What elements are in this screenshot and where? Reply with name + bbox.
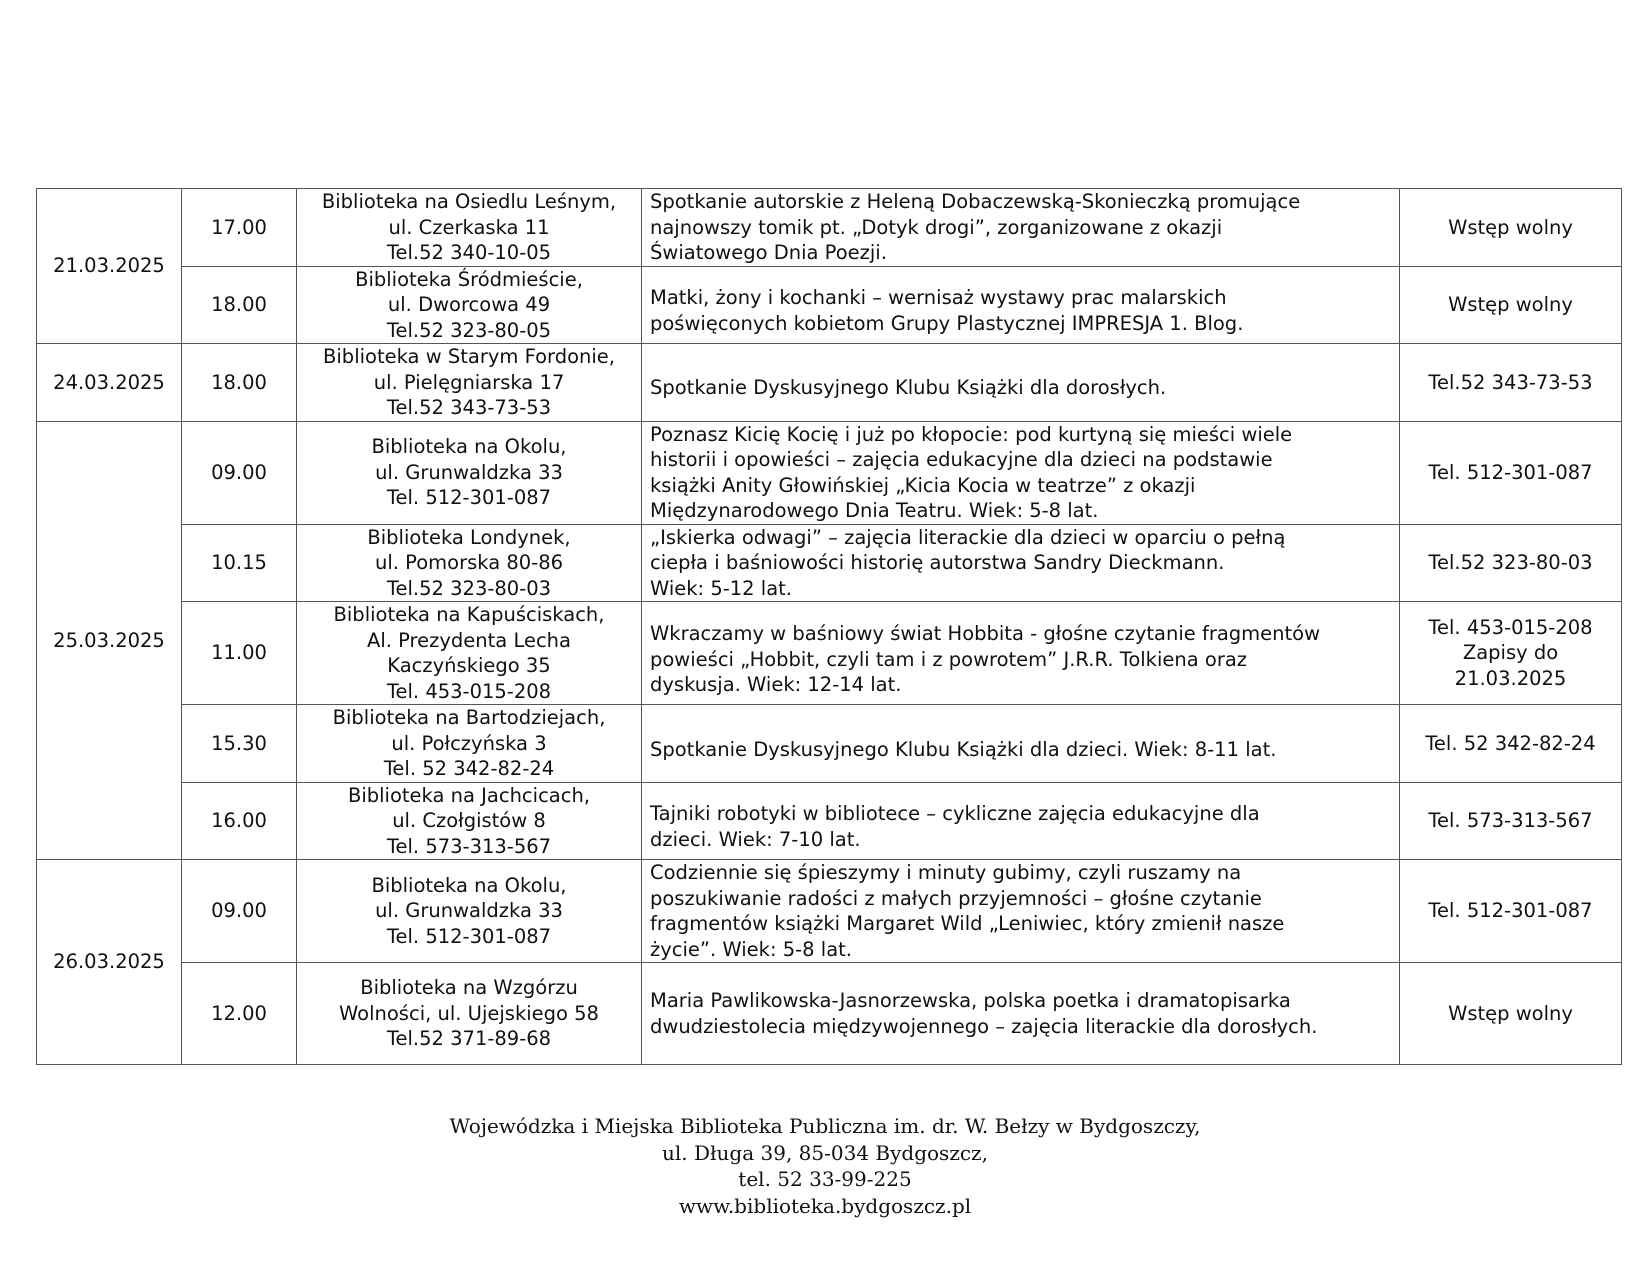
event-place: [297, 782, 642, 860]
event-time: 18.00: [182, 344, 297, 422]
contact-line: Wstęp wolny: [1448, 293, 1573, 316]
description-line: życie”. Wiek: 5-8 lat.: [650, 937, 852, 961]
event-date: 24.03.2025: [37, 344, 182, 422]
table-row: [37, 189, 1622, 267]
place-address: ul. Połczyńska 3: [391, 731, 547, 755]
description-line: dzieci. Wiek: 7-10 lat.: [650, 827, 861, 851]
event-contact: [1400, 266, 1622, 344]
place-phone: Tel.52 340-10-05: [386, 241, 552, 264]
place-name: Biblioteka na Okolu,: [371, 873, 567, 897]
place-address: ul. Pomorska 80-86: [374, 551, 564, 574]
event-description: [642, 860, 1400, 963]
event-time: 15.30: [182, 705, 297, 783]
contact-line: Tel. 453-015-208: [1428, 615, 1593, 639]
place-address: ul. Dworcowa 49: [387, 293, 551, 316]
event-contact: [1400, 705, 1622, 783]
event-contact: [1400, 782, 1622, 860]
place-address: ul. Grunwaldzka 33: [375, 899, 563, 923]
place-name: Biblioteka na Jachcicach,: [347, 783, 591, 807]
table-row: [37, 860, 1622, 963]
place-name: Biblioteka w Starym Fordonie,: [323, 345, 615, 368]
place-name: Biblioteka Londynek,: [367, 525, 571, 549]
description-line: Maria Pawlikowska-Jasnorzewska, polska poetka i dramatopisarka: [650, 989, 1291, 1012]
place-phone: Tel. 512-301-087: [386, 924, 552, 948]
contact-line: Tel.52 323-80-03: [1428, 551, 1593, 574]
events-table: [36, 188, 1622, 1065]
footer-phone: tel. 52 33-99-225: [738, 1167, 912, 1191]
event-description: [642, 421, 1400, 524]
description-line: Codziennie się śpieszymy i minuty gubimy, czyli ruszamy na: [650, 861, 1242, 884]
place-address: Al. Prezydenta Lecha: [366, 628, 571, 652]
description-line: najnowszy tomik pt. „Dotyk drogi”, zorganizowane z okazji: [650, 215, 1223, 239]
description-line: Międzynarodowego Dnia Teatru. Wiek: 5-8 lat.: [650, 499, 1099, 522]
event-time: 09.00: [182, 421, 297, 524]
place-phone: Tel.52 323-80-03: [386, 576, 552, 600]
event-time: 09.00: [182, 860, 297, 963]
event-date: 25.03.2025: [37, 421, 182, 860]
place-phone: Tel.52 371-89-68: [386, 1027, 552, 1051]
place-name: Biblioteka Śródmieście,: [355, 267, 583, 291]
table-row: [37, 602, 1622, 705]
event-description: [642, 189, 1400, 267]
description-line: dyskusja. Wiek: 12-14 lat.: [650, 673, 902, 697]
event-description: [642, 266, 1400, 344]
place-phone: Tel.52 343-73-53: [386, 396, 552, 419]
event-contact: [1400, 963, 1622, 1065]
place-phone: Tel. 512-301-087: [386, 486, 552, 510]
footer-address: ul. Długa 39, 85-034 Bydgoszcz,: [662, 1140, 988, 1165]
description-line: poświęconych kobietom Grupy Plastycznej IMPRESJA 1. Blog.: [650, 311, 1244, 335]
event-description: [642, 782, 1400, 860]
event-date: 26.03.2025: [37, 860, 182, 1065]
place-address: ul. Czołgistów 8: [392, 809, 546, 832]
place-name: Biblioteka na Kapuściskach,: [333, 603, 605, 626]
description-line: Poznasz Kicię Kocię i już po kłopocie: pod kurtyną się mieści wiele: [650, 422, 1293, 446]
description-line: Światowego Dnia Poezji.: [650, 241, 887, 264]
event-description: [642, 524, 1400, 602]
contact-line: Tel.52 343-73-53: [1428, 370, 1593, 394]
event-description: [642, 963, 1400, 1065]
footer-website: www.biblioteka.bydgoszcz.pl: [678, 1193, 972, 1218]
place-phone: Tel.52 323-80-05: [386, 318, 552, 342]
table-row: [37, 344, 1622, 422]
description-line: Tajniki robotyki w bibliotece – cykliczne zajęcia edukacyjne dla: [650, 802, 1260, 826]
table-row: [37, 705, 1622, 783]
contact-line: Tel. 52 342-82-24: [1425, 731, 1596, 755]
event-place: [297, 266, 642, 344]
event-description: [642, 705, 1400, 783]
event-contact: [1400, 421, 1622, 524]
description-line: „Iskierka odwagi” – zajęcia literackie dla dzieci w oparciu o pełną: [650, 525, 1286, 549]
place-phone: Tel. 453-015-208: [386, 679, 552, 703]
contact-line: Wstęp wolny: [1448, 1001, 1573, 1025]
event-time: 10.15: [182, 524, 297, 602]
footer-library-name: Wojewódzka i Miejska Biblioteka Publiczna im. dr. W. Bełzy w Bydgoszczy,: [449, 1114, 1201, 1138]
description-line: Spotkanie Dyskusyjnego Klubu Książki dla dzieci. Wiek: 8-11 lat.: [650, 737, 1277, 761]
event-contact: [1400, 524, 1622, 602]
contact-line: Tel. 512-301-087: [1428, 899, 1593, 923]
event-date: 21.03.2025: [37, 189, 182, 344]
event-place: [297, 860, 642, 963]
event-place: [297, 421, 642, 524]
event-contact: [1400, 602, 1622, 705]
library-footer: [0, 1113, 1650, 1219]
description-line: Wiek: 5-12 lat.: [650, 576, 792, 600]
contact-line: Tel. 573-313-567: [1428, 809, 1593, 832]
description-line: dwudziestolecia międzywojennego – zajęcia literackie dla dorosłych.: [650, 1014, 1318, 1038]
description-line: fragmentów książki Margaret Wild „Leniwiec, który zmienił nasze: [650, 912, 1285, 935]
place-phone: Tel. 52 342-82-24: [383, 757, 555, 780]
description-line: Spotkanie Dyskusyjnego Klubu Książki dla dorosłych.: [650, 375, 1167, 399]
description-line: powieści „Hobbit, czyli tam i z powrotem” J.R.R. Tolkiena oraz: [650, 647, 1248, 671]
event-description: [642, 344, 1400, 422]
description-line: Wkraczamy w baśniowy świat Hobbita - głośne czytanie fragmentów: [650, 622, 1321, 646]
contact-line: Wstęp wolny: [1448, 215, 1573, 239]
place-name: Biblioteka na Wzgórzu: [360, 976, 578, 1000]
contact-line: Zapisy do: [1462, 641, 1559, 665]
table-row: [37, 266, 1622, 344]
contact-line: Tel. 512-301-087: [1428, 460, 1593, 484]
event-place: [297, 344, 642, 422]
description-line: Spotkanie autorskie z Heleną Dobaczewską-Skonieczką promujące: [650, 190, 1301, 213]
place-name: Biblioteka na Okolu,: [371, 435, 567, 459]
contact-line: 21.03.2025: [1454, 666, 1567, 690]
place-name: Biblioteka na Osiedlu Leśnym,: [321, 190, 617, 213]
table-row: [37, 782, 1622, 860]
table-row: [37, 421, 1622, 524]
event-place: [297, 705, 642, 783]
event-time: 11.00: [182, 602, 297, 705]
event-place: [297, 963, 642, 1065]
event-time: 17.00: [182, 189, 297, 267]
place-name: Biblioteka na Bartodziejach,: [332, 706, 606, 729]
place-phone: Tel. 573-313-567: [386, 834, 552, 858]
event-contact: [1400, 344, 1622, 422]
description-line: poszukiwanie radości z małych przyjemności – głośne czytanie: [650, 886, 1262, 910]
event-time: 16.00: [182, 782, 297, 860]
event-time: 18.00: [182, 266, 297, 344]
place-address: Wolności, ul. Ujejskiego 58: [339, 1001, 599, 1025]
description-line: ciepła i baśniowości historię autorstwa Sandry Dieckmann.: [650, 551, 1225, 574]
event-place: [297, 189, 642, 267]
table-row: [37, 963, 1622, 1065]
description-line: książki Anity Głowińskiej „Kicia Kocia w teatrze” z okazji: [650, 473, 1196, 497]
description-line: historii i opowieści – zajęcia edukacyjne dla dzieci na podstawie: [650, 448, 1273, 471]
place-address: ul. Pielęgniarska 17: [373, 370, 565, 394]
place-address: ul. Grunwaldzka 33: [375, 460, 563, 484]
table-row: [37, 524, 1622, 602]
event-contact: [1400, 860, 1622, 963]
description-line: Matki, żony i kochanki – wernisaż wystawy prac malarskich: [650, 286, 1227, 310]
event-time: 12.00: [182, 963, 297, 1065]
event-place: [297, 602, 642, 705]
place-address: ul. Czerkaska 11: [388, 215, 550, 239]
place-address: Kaczyńskiego 35: [387, 654, 551, 677]
event-contact: [1400, 189, 1622, 267]
event-description: [642, 602, 1400, 705]
event-place: [297, 524, 642, 602]
